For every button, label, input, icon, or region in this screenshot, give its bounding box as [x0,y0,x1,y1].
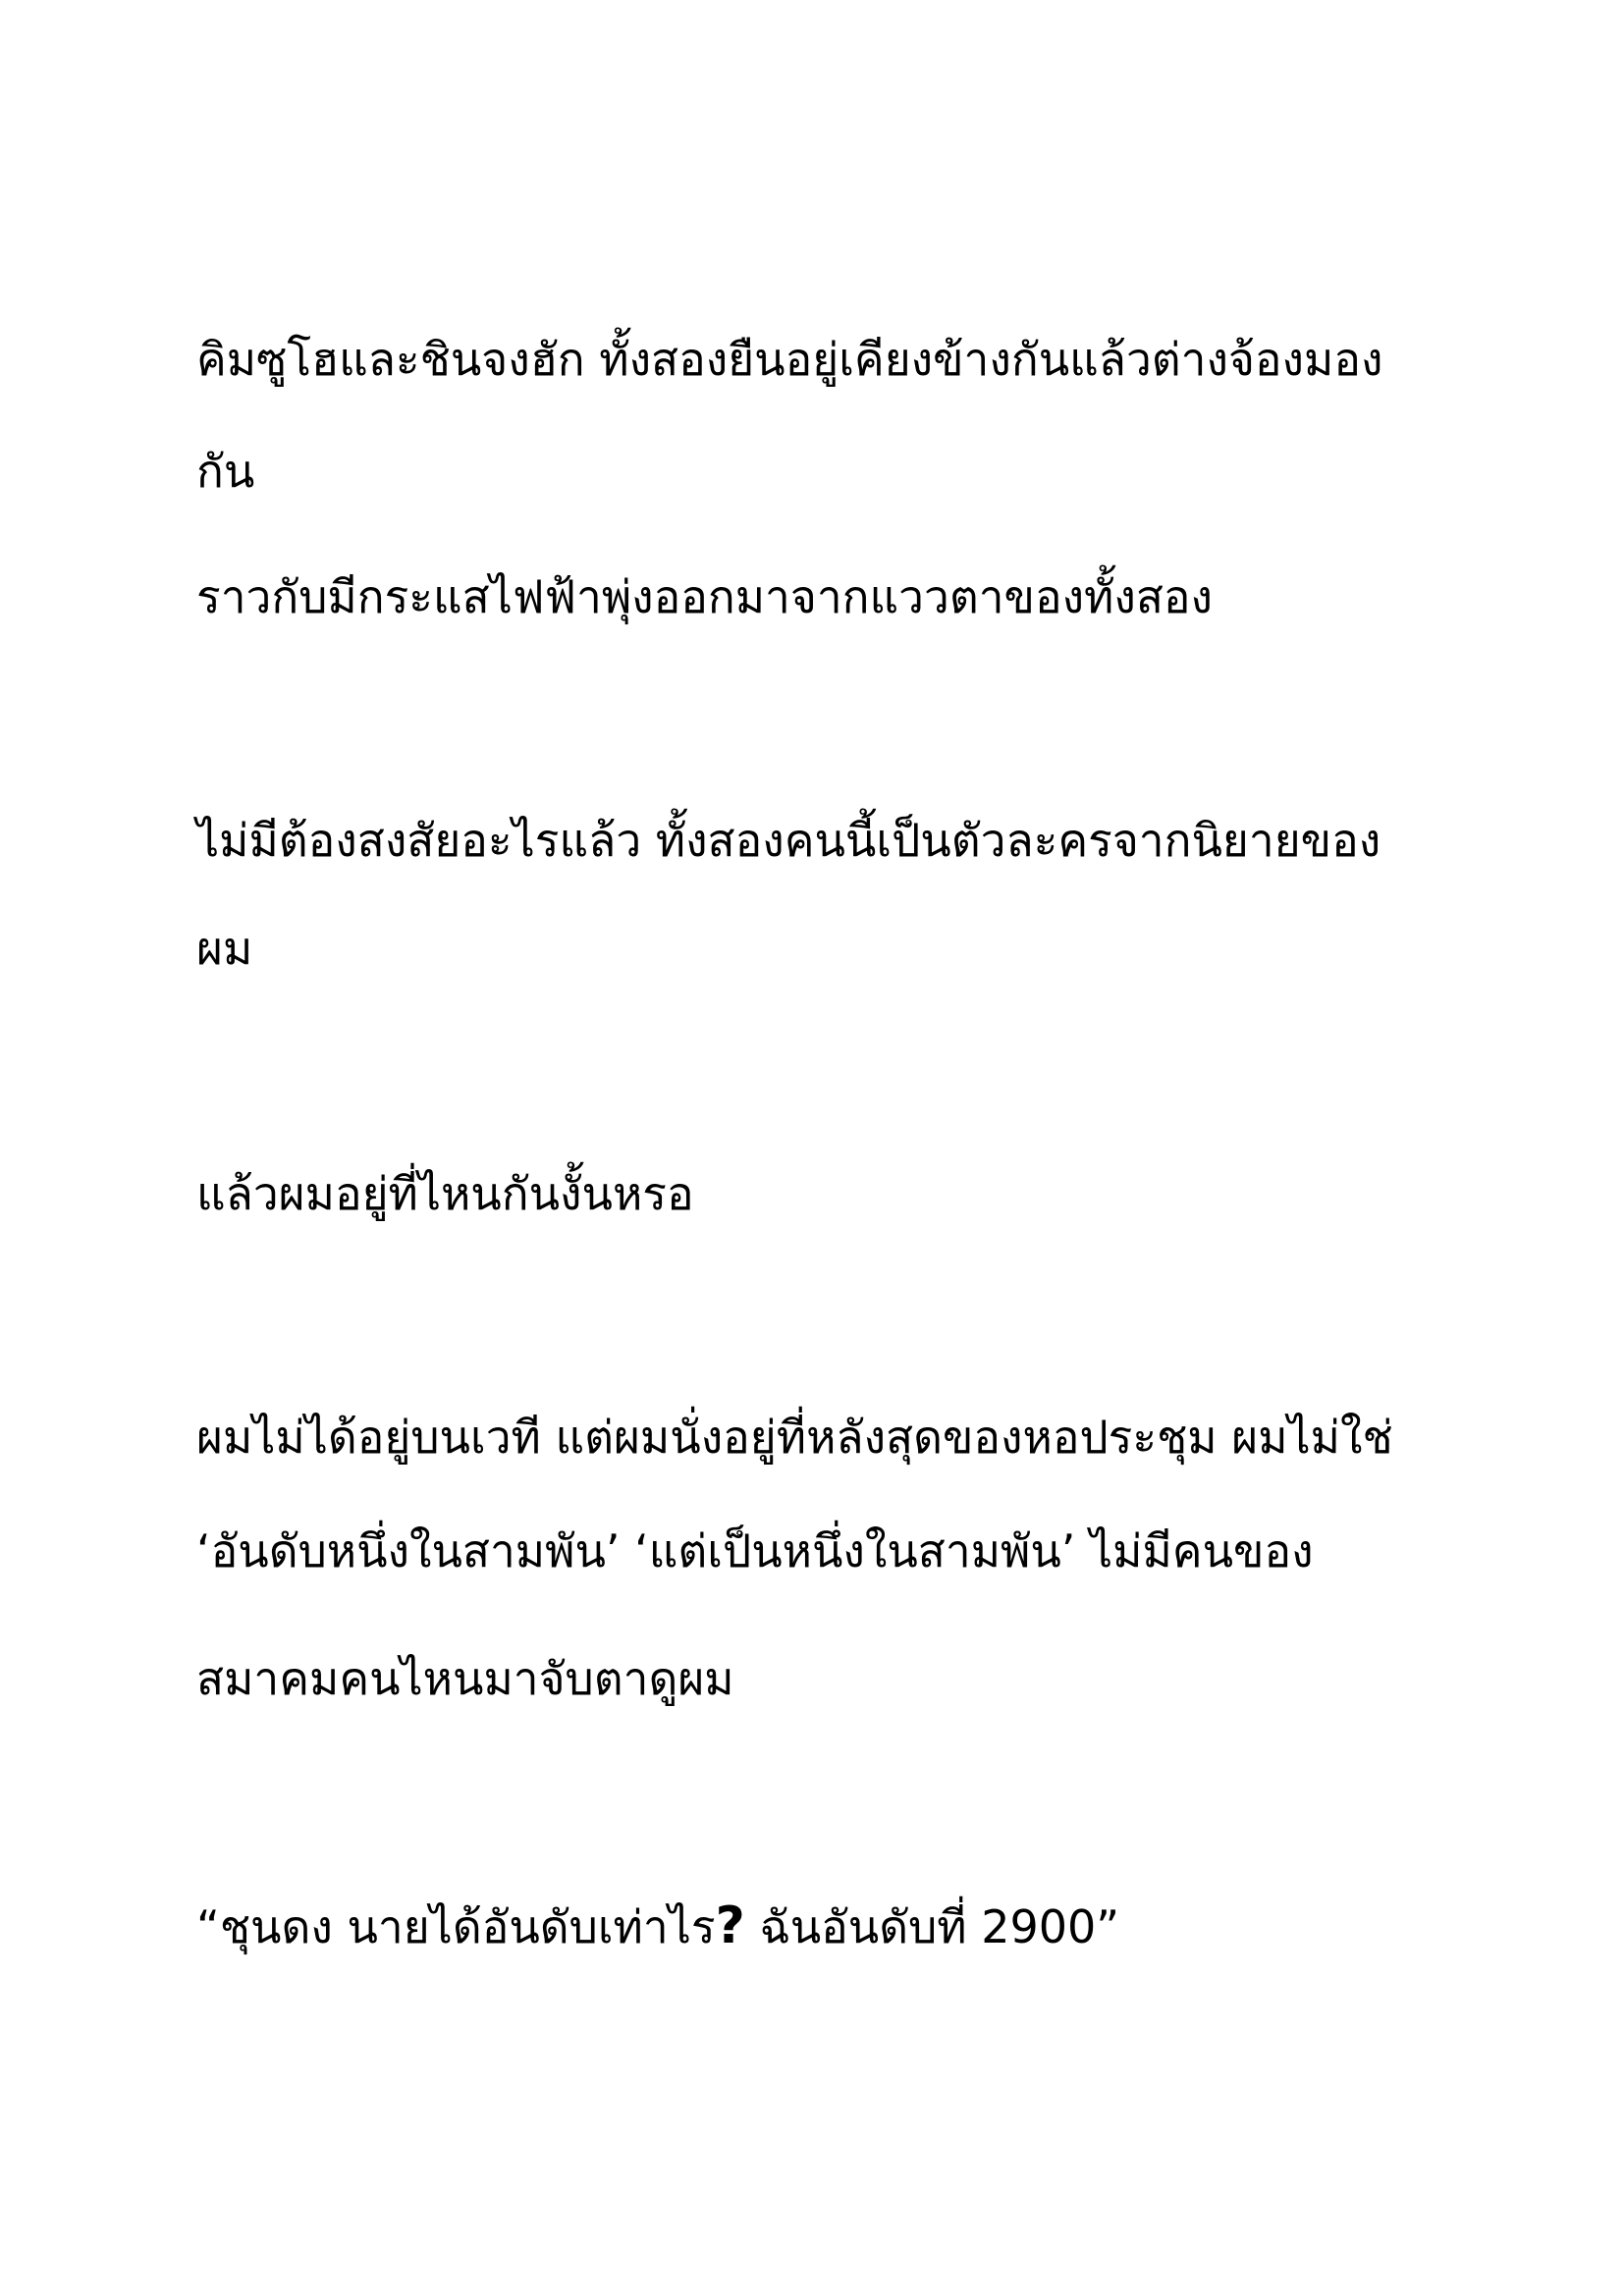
paragraph-line: ‘อันดับหนึ่งในสามพัน’ ‘แต่เป็นหนึ่งในสามพัน’ ไม่มีคนของ [196,1524,1314,1577]
paragraph-line: ผม [196,922,253,975]
paragraph-line: กัน [196,445,255,498]
paragraph-line: ผมไม่ได้อยู่บนเวที แต่ผมนั่งอยู่ที่หลังสุดของหอประชุม ผมไม่ใช่ [196,1411,1393,1464]
question-mark: ? [715,1896,745,1955]
paragraph-line: แล้วผมอยู่ที่ไหนกันงั้นหรอ [196,1167,694,1220]
dialogue-text-start: “ชุนดง นายได้อันดับเท่าไร [196,1900,716,1953]
dialogue-text-end: ฉันอันดับที่ 2900” [744,1900,1120,1953]
dialogue-line [196,1896,1119,1956]
paragraph-line: คิมซูโฮและชินจงฮัก ทั้งสองยืนอยู่เคียงข้างกันแล้วต่างจ้องมอง [196,333,1383,386]
paragraph-line: สมาคมคนไหนมาจับตาดูผม [196,1652,734,1705]
paragraph-line: ไม่มีต้องสงสัยอะไรแล้ว ทั้งสองคนนี้เป็นตัวละครจากนิยายของ [196,814,1381,867]
paragraph-line: ราวกับมีกระแสไฟฟ้าพุ่งออกมาจากแววตาของทั้งสอง [196,570,1213,623]
